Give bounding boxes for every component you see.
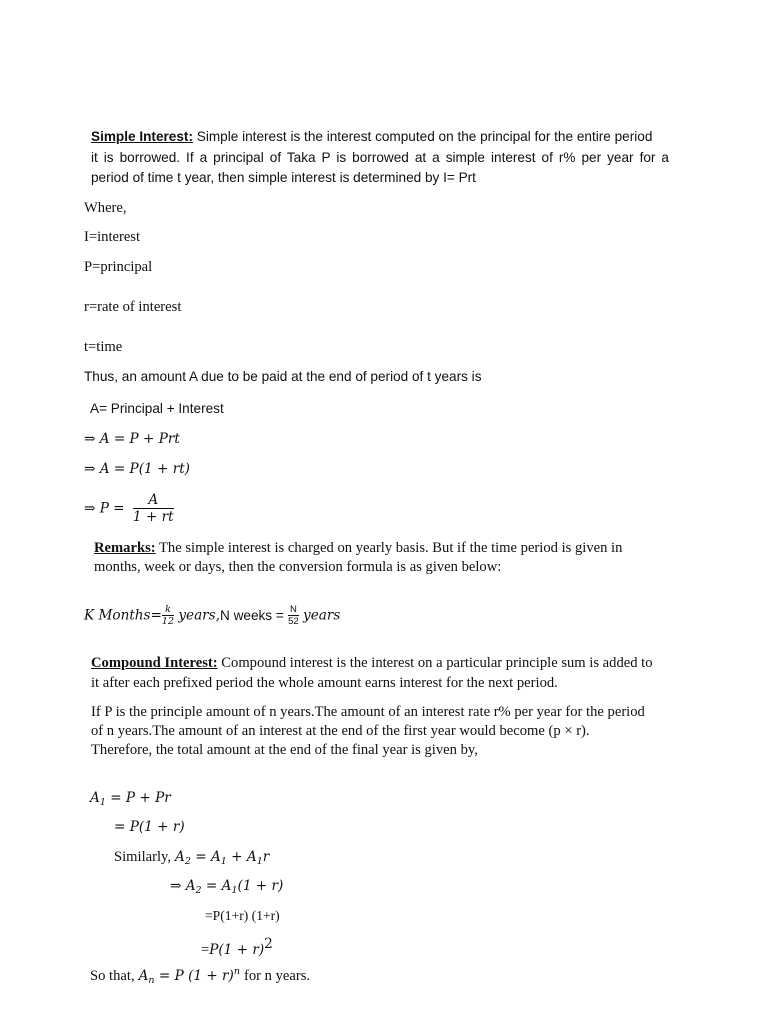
a1-rhs: = P + Pr (110, 790, 171, 806)
fraction-n-numerator: N (289, 604, 297, 615)
a1-symbol: $A_1$ (90, 790, 106, 808)
equation-a-p-1-rt: ⇒ A = P(1 + rt) (84, 461, 190, 477)
fraction-k-denominator: 12 (161, 616, 175, 627)
equation-p-fraction (84, 492, 174, 525)
a2-step-part1: = A (205, 878, 232, 894)
fraction-denominator: 1 + rt (132, 509, 174, 525)
n-weeks-label: N weeks = (219, 608, 284, 623)
fraction-k-numerator: k (165, 604, 171, 615)
simple-interest-heading: Simple Interest: (91, 129, 193, 144)
equation-a-p-prt: ⇒ A = P + Prt (84, 431, 180, 447)
for-n-years: for n years. (244, 968, 311, 984)
compound-interest-text-1: Compound interest is the interest on a particular principle sum is added to (221, 655, 653, 671)
derivation-final (90, 966, 310, 986)
step4-exponent: 2 (264, 936, 273, 952)
def-principal: P=principal (84, 259, 153, 275)
conversion-formula (84, 604, 340, 627)
implies-arrow: ⇒ $A_2$ (170, 878, 202, 896)
an-exponent: n (233, 966, 240, 977)
similarly-label: Similarly, (114, 849, 172, 865)
compound-interest-line2: it after each prefixed period the whole amount earns interest for the next period. (91, 675, 558, 691)
step4-expression: P(1 + r) (209, 942, 265, 958)
derivation-a1 (90, 790, 171, 808)
compound-para-line3: Therefore, the total amount at the end of the final year is given by, (91, 742, 478, 758)
thus-line: Thus, an amount A due to be paid at the end of period of t years is (84, 369, 482, 384)
compound-interest-heading: Compound Interest: (91, 655, 218, 671)
a2-rhs-part2: + A (231, 849, 257, 865)
years-label-2: years (303, 607, 341, 624)
an-rhs: = P (1 + r) (158, 968, 234, 984)
simple-interest-text-1: Simple interest is the interest computed on the principal for the entire period (196, 129, 653, 144)
so-that-label: So that, (90, 968, 135, 984)
fraction-k-over-12 (162, 604, 174, 627)
a2-rhs-part1: = A (195, 849, 221, 865)
fraction-a-over-1-rt (133, 492, 174, 525)
remarks-line2: months, week or days, then the conversion formula is as given below: (94, 559, 502, 575)
k-months-label: K Months= (84, 607, 162, 624)
derivation-a1-factored: = P(1 + r) (114, 819, 185, 835)
years-label-1: years, (178, 607, 220, 624)
compound-para-line2: of n years.The amount of an interest at the end of the first year would become (p × r). (91, 723, 590, 739)
a2-equation: $A_2 = A_1 + A_1r$ (175, 849, 270, 867)
a2-step-part2: (1 + r) (237, 878, 284, 894)
simple-interest-line1 (91, 129, 669, 144)
step4-equals: = (201, 942, 210, 958)
remarks-heading: Remarks: (94, 540, 156, 556)
fraction-numerator: A (148, 492, 159, 508)
derivation-step4 (201, 936, 273, 959)
fraction-n-denominator: 52 (288, 616, 299, 627)
compound-interest-line1 (91, 655, 653, 672)
def-interest: I=interest (84, 229, 141, 245)
remarks-line1 (94, 540, 622, 557)
fraction-n-over-52 (288, 604, 299, 627)
derivation-similarly (114, 848, 269, 867)
a2-rhs-part3: r (262, 849, 270, 865)
def-time: t=time (84, 339, 123, 355)
def-rate: r=rate of interest (84, 299, 182, 315)
equation-p-lhs: ⇒ P = (84, 500, 125, 517)
a-principal-interest: A= Principal + Interest (90, 401, 224, 416)
an-equation: $A_n = P$ $(1 + r)^n$ (138, 966, 240, 986)
where-label: Where, (84, 200, 127, 216)
compound-para-line1: If P is the principle amount of n years.The amount of an interest rate r% per year for the period (91, 704, 645, 720)
derivation-step3: =P(1+r) (1+r) (205, 908, 280, 923)
remarks-text-1: The simple interest is charged on yearly basis. But if the time period is given in (159, 540, 623, 556)
simple-interest-line2: it is borrowed. If a principal of Taka P is borrowed at a simple interest of r% per year for a (91, 150, 669, 165)
derivation-a2-step: ⇒ $A_2 = A_1(1 + r)$ (170, 878, 284, 896)
simple-interest-line3: period of time t year, then simple interest is determined by I= Prt (91, 170, 476, 185)
